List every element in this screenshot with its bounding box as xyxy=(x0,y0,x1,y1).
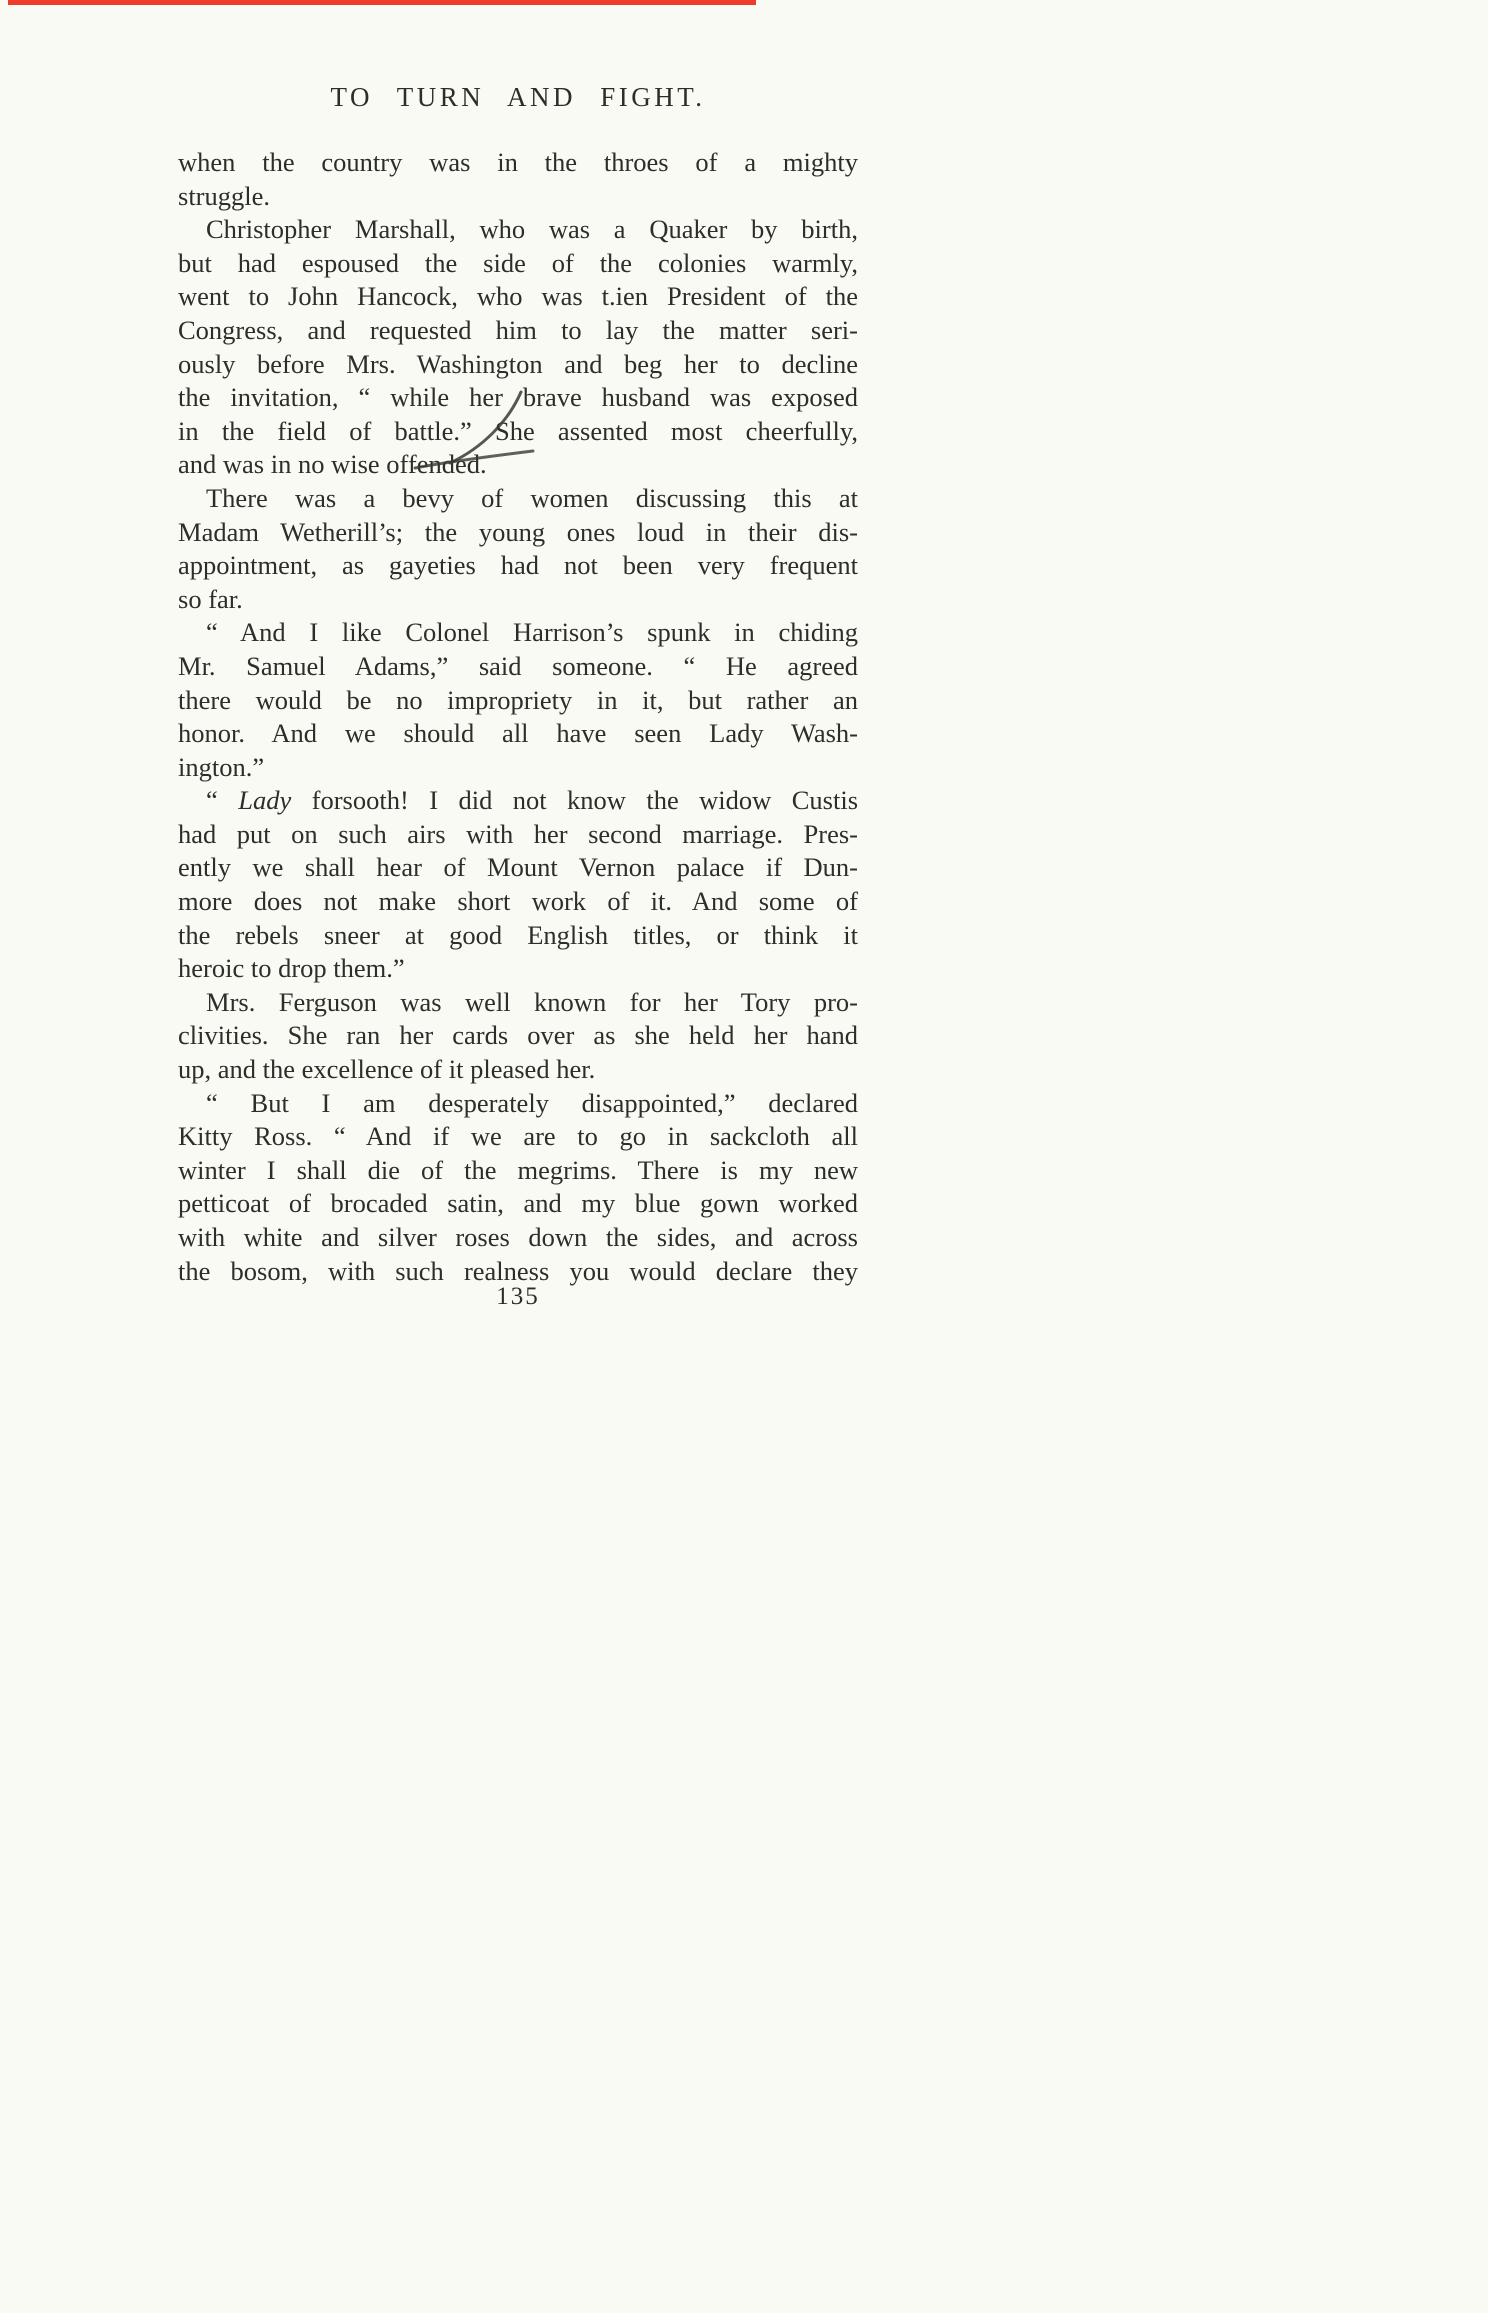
text-line: clivities. She ran her cards over as she held her hand xyxy=(178,1020,858,1051)
text-block xyxy=(178,146,858,1288)
text-line: went to John Hancock, who was t.ien President of the xyxy=(178,281,858,312)
text-line: the bosom, with such realness you would declare they xyxy=(178,1255,858,1286)
text-line: There was a bevy of women discussing this at xyxy=(206,482,858,513)
text-line: had put on such airs with her second marriage. Pres- xyxy=(178,818,858,849)
text-line: struggle. xyxy=(178,180,270,211)
text-line: heroic to drop them.” xyxy=(178,953,405,984)
italic-text: Lady xyxy=(238,785,292,816)
text-line: Christopher Marshall, who was a Quaker by birth, xyxy=(206,214,858,245)
text-line: the invitation, “ while her brave husband was exposed xyxy=(178,382,858,413)
text-line: “ And I like Colonel Harrison’s spunk in chiding xyxy=(206,617,858,648)
text-line: and was in no wise offended. xyxy=(178,449,487,480)
text-line: so far. xyxy=(178,583,243,614)
text-line: ently we shall hear of Mount Vernon palace if Dun- xyxy=(178,852,858,883)
text-line: but had espoused the side of the colonies warmly, xyxy=(178,247,858,278)
text-line: honor. And we should all have seen Lady Wash- xyxy=(178,718,858,749)
text-line: the rebels sneer at good English titles, or think it xyxy=(178,919,858,950)
text-line: Mr. Samuel Adams,” said someone. “ He agreed xyxy=(178,650,858,681)
text-line: winter I shall die of the megrims. There is my new xyxy=(178,1154,858,1185)
text-line: ington.” xyxy=(178,751,265,782)
text-line: when the country was in the throes of a mighty xyxy=(178,147,858,177)
text-line: Congress, and requested him to lay the matter seri- xyxy=(178,314,858,345)
text-line: in the field of battle.” She assented most cheerfully, xyxy=(178,415,858,446)
scan-edge-artifact xyxy=(8,0,756,5)
text-line: there would be no impropriety in it, but rather an xyxy=(178,684,858,715)
text-line: ously before Mrs. Washington and beg her to decline xyxy=(178,348,858,379)
running-header: TO TURN AND FIGHT. xyxy=(330,82,706,112)
text-line: Madam Wetherill’s; the young ones loud in their dis- xyxy=(178,516,858,547)
text-line: up, and the excellence of it pleased her. xyxy=(178,1054,596,1085)
text-line: Kitty Ross. “ And if we are to go in sackcloth all xyxy=(178,1121,858,1152)
page-number: 135 xyxy=(496,1283,540,1310)
text-line: more does not make short work of it. And some of xyxy=(178,886,858,917)
text-line: with white and silver roses down the sides, and across xyxy=(178,1222,858,1252)
text-segment: forsooth! I did not know the widow Custis xyxy=(291,785,859,816)
text-line: appointment, as gayeties had not been very frequent xyxy=(178,550,858,581)
text-line: “ But I am desperately disappointed,” declared xyxy=(206,1087,858,1118)
text-line: petticoat of brocaded satin, and my blue gown worked xyxy=(178,1188,858,1219)
text-line xyxy=(178,784,858,818)
text-segment: “ xyxy=(206,785,239,816)
text-line: Mrs. Ferguson was well known for her Tory pro- xyxy=(206,986,858,1017)
